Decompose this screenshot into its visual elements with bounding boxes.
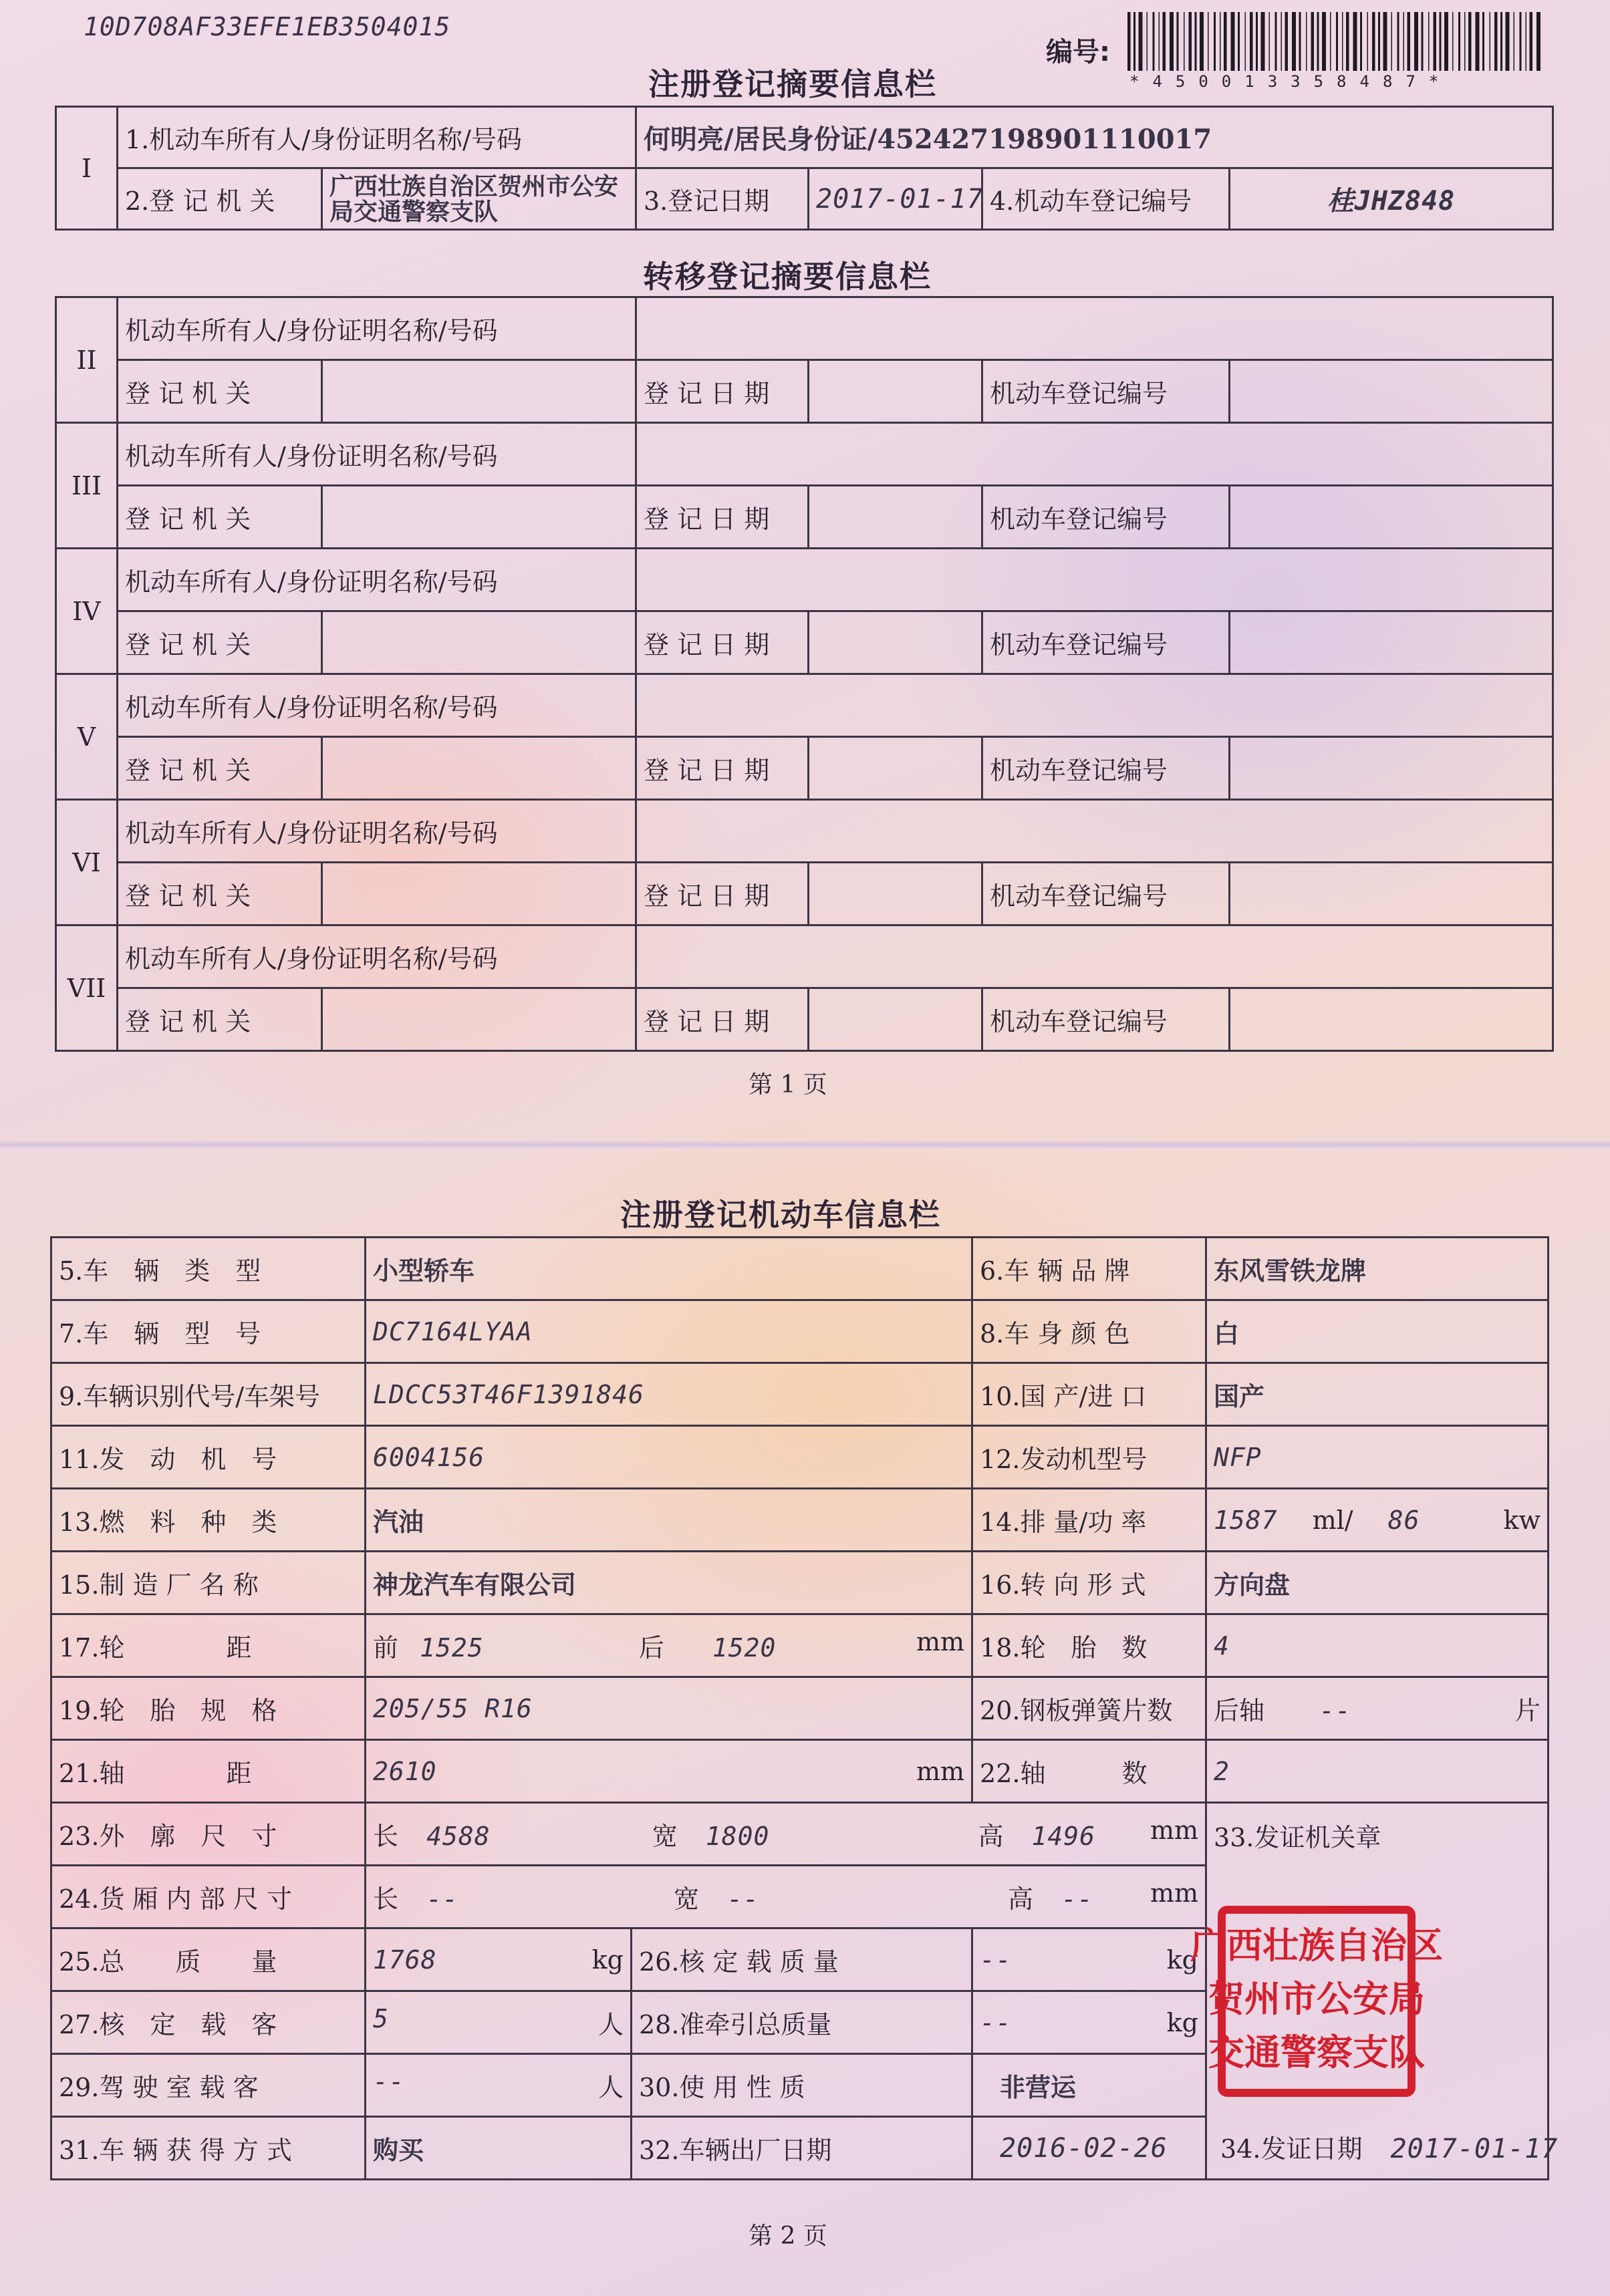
- barcode-bar: [1476, 12, 1480, 71]
- transfer-authority-label: 登 记 机 关: [118, 611, 322, 674]
- barcode-bar: [1163, 12, 1166, 71]
- transfer-regno-label: 机动车登记编号: [982, 988, 1230, 1051]
- transfer-authority-value: [322, 611, 636, 674]
- transfer-authority-value: [322, 863, 636, 925]
- transfer-owner-value: [636, 674, 1553, 737]
- tire-spec-value: 205/55 R16: [366, 1677, 972, 1740]
- document-code: 10D708AF33EFE1EB3504015: [84, 12, 451, 41]
- leaf-spring-axle-label: 后轴: [1214, 1696, 1265, 1725]
- leaf-spring-value: [1206, 1677, 1549, 1740]
- outer-dimensions-value: [366, 1803, 1206, 1866]
- transfer-regno-label: 机动车登记编号: [982, 611, 1230, 674]
- track-label: 17.轮 距: [51, 1614, 366, 1677]
- reg-number-value: 桂JHZ848: [1230, 168, 1553, 230]
- leaf-spring-unit: 片: [1515, 1696, 1541, 1725]
- passenger-cell: [366, 1991, 632, 2054]
- transfer-summary-title: 转移登记摘要信息栏: [643, 259, 932, 295]
- cab-passenger-label: 29.驾 驶 室 载 客: [51, 2054, 366, 2117]
- cab-passenger-cell: [366, 2054, 632, 2117]
- transfer-authority-value: [322, 737, 636, 800]
- barcode-bar: [1195, 12, 1197, 71]
- barcode-bar: [1403, 12, 1405, 71]
- transfer-regno-value: [1230, 360, 1553, 423]
- transfer-authority-value: [322, 360, 636, 423]
- body-color-label: 8.车 身 颜 色: [972, 1300, 1206, 1363]
- barcode-bar: [1500, 12, 1502, 71]
- outer-dimensions-label: 23.外 廓 尺 寸: [51, 1803, 366, 1866]
- track-rear-label: 后: [638, 1633, 664, 1663]
- vehicle-info-title: 注册登记机动车信息栏: [620, 1197, 941, 1233]
- engine-model-label: 12.发动机型号: [972, 1426, 1206, 1489]
- barcode-bar: [1383, 12, 1387, 71]
- transfer-date-label: 登 记 日 期: [636, 863, 809, 925]
- barcode-bar: [1444, 12, 1448, 71]
- vehicle-type-label: 5.车 辆 类 型: [51, 1238, 366, 1300]
- issue-date-value: 2017-01-17: [1390, 2134, 1559, 2164]
- barcode-bar: [1127, 12, 1131, 71]
- barcode-bar: [1269, 12, 1270, 71]
- transfer-date-value: [809, 611, 982, 674]
- tire-spec-label: 19.轮 胎 规 格: [51, 1677, 366, 1740]
- authority-label: 2.登 记 机 关: [118, 168, 322, 230]
- usage-label: 30.使 用 性 质: [632, 2054, 972, 2117]
- transfer-owner-value: [636, 800, 1553, 863]
- transfer-date-value: [809, 863, 982, 925]
- rated-load-value: --: [980, 1945, 1012, 1975]
- passenger-label: 27.核 定 载 客: [51, 1991, 366, 2054]
- outer-height-value: 1496: [1031, 1822, 1096, 1851]
- barcode-bar: [1336, 12, 1338, 71]
- transfer-owner-value: [636, 297, 1553, 360]
- track-value: [366, 1614, 972, 1677]
- vehicle-model-label: 7.车 辆 型 号: [51, 1300, 366, 1363]
- transfer-date-value: [809, 360, 982, 423]
- section-roman-3: III: [56, 423, 118, 549]
- barcode-bar: [1506, 12, 1510, 71]
- barcode-bar: [1378, 12, 1380, 71]
- section-roman-5: V: [56, 674, 118, 800]
- axle-count-label: 22.轴 数: [972, 1740, 1206, 1803]
- power-unit: kw: [1503, 1505, 1541, 1535]
- barcode-bar: [1494, 12, 1498, 71]
- barcode-number: *450013358487*: [1129, 72, 1452, 91]
- vehicle-type-value: 小型轿车: [366, 1238, 972, 1300]
- barcode-bar: [1170, 12, 1174, 71]
- barcode-bar: [1428, 12, 1430, 71]
- barcode-bar: [1238, 12, 1240, 71]
- barcode-bar: [1184, 12, 1185, 71]
- barcode-bar: [1292, 12, 1296, 71]
- barcode-bar: [1322, 12, 1326, 71]
- transfer-owner-value: [636, 925, 1553, 988]
- barcode-bar: [1200, 12, 1204, 71]
- transfer-regno-label: 机动车登记编号: [982, 737, 1230, 800]
- outer-dimensions-unit: mm: [1150, 1816, 1199, 1845]
- total-mass-label: 25.总 质 量: [51, 1928, 366, 1991]
- axle-count-value: 2: [1206, 1740, 1549, 1803]
- transfer-regno-value: [1230, 486, 1553, 549]
- transfer-date-value: [809, 737, 982, 800]
- usage-value: 非营运: [972, 2054, 1206, 2117]
- transfer-regno-label: 机动车登记编号: [982, 863, 1230, 925]
- track-front-label: 前: [373, 1633, 399, 1663]
- svg-text:贺州市公安局: 贺州市公安局: [1208, 1978, 1425, 2020]
- transfer-authority-label: 登 记 机 关: [118, 988, 322, 1051]
- vehicle-model-value: DC7164LYAA: [366, 1300, 972, 1363]
- barcode-bar: [1422, 12, 1424, 71]
- total-mass-unit: kg: [591, 1945, 624, 1975]
- barcode-bar: [1468, 12, 1472, 71]
- transfer-summary-table: [55, 296, 1554, 1052]
- barcode-bar: [1360, 12, 1362, 71]
- serial-label: 编号:: [1046, 37, 1110, 67]
- barcode-bar: [1214, 12, 1216, 71]
- barcode-bar: [1397, 12, 1399, 71]
- manufacturer-value: 神龙汽车有限公司: [366, 1552, 972, 1614]
- barcode-bar: [1311, 12, 1315, 71]
- section-roman-1: I: [56, 107, 118, 230]
- steering-value: 方向盘: [1206, 1552, 1549, 1614]
- barcode-bar: [1153, 12, 1155, 71]
- passenger-value: 5: [373, 2004, 389, 2033]
- rated-load-cell: [972, 1928, 1206, 1991]
- cargo-length-value: --: [426, 1884, 458, 1914]
- track-rear-value: 1520: [712, 1633, 777, 1663]
- svg-text:广西壮族自治区: 广西壮族自治区: [1190, 1924, 1443, 1967]
- barcode-bar: [1220, 12, 1221, 71]
- barcode-bar: [1224, 12, 1227, 71]
- owner-value: 何明亮/居民身份证/452427198901110017: [636, 107, 1553, 168]
- transfer-owner-label: 机动车所有人/身份证明名称/号码: [118, 549, 636, 611]
- barcode-bar: [1452, 12, 1454, 71]
- barcode-bar: [1520, 12, 1522, 71]
- transfer-regno-label: 机动车登记编号: [982, 486, 1230, 549]
- displacement-value: 1587: [1214, 1505, 1278, 1535]
- displacement-power-value: [1206, 1489, 1549, 1552]
- steering-label: 16.转 向 形 式: [972, 1552, 1206, 1614]
- section-roman-6: VI: [56, 800, 118, 925]
- tire-count-value: 4: [1206, 1614, 1549, 1677]
- transfer-date-value: [809, 486, 982, 549]
- barcode-bar: [1458, 12, 1460, 71]
- cargo-dimensions-value: [366, 1866, 1206, 1928]
- page-number-1: 第 1 页: [749, 1071, 827, 1099]
- registration-summary-table: [55, 106, 1554, 231]
- cab-passenger-unit: 人: [597, 2073, 624, 2102]
- barcode-bar: [1189, 12, 1192, 71]
- outer-length-label: 长: [373, 1822, 399, 1851]
- transfer-date-label: 登 记 日 期: [636, 988, 809, 1051]
- official-seal: [1190, 1904, 1443, 2098]
- issuing-seal-label: 33.发证机关章: [1214, 1823, 1381, 1852]
- barcode-bar: [1139, 12, 1143, 71]
- vehicle-brand-label: 6.车 辆 品 牌: [972, 1238, 1206, 1300]
- transfer-owner-label: 机动车所有人/身份证明名称/号码: [118, 297, 636, 360]
- track-unit: mm: [916, 1627, 965, 1657]
- origin-label: 10.国 产/进 口: [972, 1363, 1206, 1426]
- transfer-date-label: 登 记 日 期: [636, 486, 809, 549]
- vin-label: 9.车辆识别代号/车架号: [51, 1363, 366, 1426]
- transfer-regno-label: 机动车登记编号: [982, 360, 1230, 423]
- barcode-bar: [1391, 12, 1393, 71]
- barcode-bar: [1133, 12, 1135, 71]
- power-value: 86: [1387, 1505, 1420, 1535]
- barcode-bar: [1464, 12, 1466, 71]
- barcode-bar: [1367, 12, 1369, 71]
- barcode-bar: [1285, 12, 1289, 71]
- vehicle-brand-value: 东风雪铁龙牌: [1206, 1238, 1549, 1300]
- issue-date-label: 34.发证日期: [1220, 2134, 1363, 2164]
- barcode-bar: [1346, 12, 1349, 71]
- page-fold: [0, 1141, 1610, 1149]
- barcode-bar: [1256, 12, 1258, 71]
- outer-width-label: 宽: [652, 1822, 678, 1851]
- displacement-unit: ml/: [1312, 1505, 1353, 1535]
- barcode-bar: [1299, 12, 1301, 71]
- vin-value: LDCC53T46F1391846: [366, 1363, 972, 1426]
- barcode-bar: [1407, 12, 1411, 71]
- rated-load-label: 26.核 定 载 质 量: [632, 1928, 972, 1991]
- transfer-regno-value: [1230, 611, 1553, 674]
- transfer-authority-label: 登 记 机 关: [118, 737, 322, 800]
- wheelbase-value: 2610: [373, 1756, 437, 1786]
- transfer-date-label: 登 记 日 期: [636, 360, 809, 423]
- section-roman-7: VII: [56, 925, 118, 1051]
- towing-mass-label: 28.准牵引总质量: [632, 1991, 972, 2054]
- engine-model-value: NFP: [1206, 1426, 1549, 1489]
- barcode-bar: [1261, 12, 1265, 71]
- cargo-dimensions-unit: mm: [1150, 1878, 1199, 1908]
- barcode-bar: [1330, 12, 1331, 71]
- barcode: [1126, 12, 1540, 71]
- barcode-bar: [1317, 12, 1319, 71]
- outer-width-value: 1800: [705, 1822, 770, 1851]
- transfer-authority-label: 登 记 机 关: [118, 486, 322, 549]
- transfer-owner-label: 机动车所有人/身份证明名称/号码: [118, 925, 636, 988]
- tire-count-label: 18.轮 胎 数: [972, 1614, 1206, 1677]
- barcode-bar: [1440, 12, 1442, 71]
- cargo-width-value: --: [727, 1884, 759, 1914]
- transfer-owner-value: [636, 549, 1553, 611]
- barcode-bar: [1281, 12, 1283, 71]
- barcode-bar: [1414, 12, 1418, 71]
- section-roman-4: IV: [56, 549, 118, 674]
- transfer-authority-value: [322, 988, 636, 1051]
- cargo-height-value: --: [1061, 1884, 1093, 1914]
- barcode-bar: [1208, 12, 1209, 71]
- fuel-type-label: 13.燃 料 种 类: [51, 1489, 366, 1552]
- cargo-height-label: 高: [1007, 1884, 1033, 1914]
- transfer-date-label: 登 记 日 期: [636, 737, 809, 800]
- svg-text:交通警察支队: 交通警察支队: [1208, 2031, 1425, 2073]
- transfer-date-value: [809, 988, 982, 1051]
- cargo-width-label: 宽: [673, 1884, 699, 1914]
- acquisition-value: 购买: [366, 2117, 632, 2180]
- barcode-bar: [1147, 12, 1148, 71]
- manufacture-date-label: 32.车辆出厂日期: [632, 2117, 972, 2180]
- cargo-dimensions-label: 24.货 厢 内 部 尺 寸: [51, 1866, 366, 1928]
- wheelbase-unit: mm: [916, 1756, 965, 1786]
- authority-value: 广西壮族自治区贺州市公安局交通警察支队: [322, 168, 636, 230]
- towing-mass-unit: kg: [1166, 2007, 1199, 2037]
- manufacturer-label: 15.制 造 厂 名 称: [51, 1552, 366, 1614]
- barcode-bar: [1372, 12, 1375, 71]
- transfer-regno-value: [1230, 863, 1553, 925]
- towing-mass-cell: [972, 1991, 1206, 2054]
- barcode-bar: [1353, 12, 1357, 71]
- owner-label: 1.机动车所有人/身份证明名称/号码: [118, 107, 636, 168]
- transfer-date-label: 登 记 日 期: [636, 611, 809, 674]
- acquisition-label: 31.车 辆 获 得 方 式: [51, 2117, 366, 2180]
- total-mass-cell: [366, 1928, 632, 1991]
- barcode-bar: [1434, 12, 1437, 71]
- track-front-value: 1525: [420, 1633, 484, 1663]
- transfer-owner-label: 机动车所有人/身份证明名称/号码: [118, 674, 636, 737]
- reg-number-label: 4.机动车登记编号: [982, 168, 1230, 230]
- displacement-label: 14.排 量/功 率: [972, 1489, 1206, 1552]
- wheelbase-cell: [366, 1740, 972, 1803]
- origin-value: 国产: [1206, 1363, 1549, 1426]
- barcode-bar: [1177, 12, 1179, 71]
- transfer-owner-value: [636, 423, 1553, 486]
- transfer-regno-value: [1230, 988, 1553, 1051]
- transfer-owner-label: 机动车所有人/身份证明名称/号码: [118, 800, 636, 863]
- rated-load-unit: kg: [1166, 1945, 1199, 1975]
- transfer-authority-value: [322, 486, 636, 549]
- body-color-value: 白: [1206, 1300, 1549, 1363]
- engine-number-value: 6004156: [366, 1426, 972, 1489]
- leaf-spring-label: 20.钢板弹簧片数: [972, 1677, 1206, 1740]
- barcode-bar: [1526, 12, 1527, 71]
- leaf-spring-count: --: [1319, 1696, 1351, 1725]
- barcode-bar: [1159, 12, 1160, 71]
- reg-date-label: 3.登记日期: [636, 168, 809, 230]
- fuel-type-value: 汽油: [366, 1489, 972, 1552]
- engine-number-label: 11.发 动 机 号: [51, 1426, 366, 1489]
- barcode-bar: [1482, 12, 1484, 71]
- barcode-bar: [1231, 12, 1235, 71]
- barcode-bar: [1536, 12, 1540, 71]
- section-roman-2: II: [56, 297, 118, 423]
- wheelbase-label: 21.轴 距: [51, 1740, 366, 1803]
- outer-height-label: 高: [978, 1822, 1004, 1851]
- transfer-authority-label: 登 记 机 关: [118, 360, 322, 423]
- barcode-bar: [1245, 12, 1246, 71]
- barcode-bar: [1306, 12, 1307, 71]
- barcode-bar: [1250, 12, 1253, 71]
- passenger-unit: 人: [597, 2010, 624, 2039]
- barcode-bar: [1342, 12, 1343, 71]
- cab-passenger-value: --: [373, 2067, 405, 2096]
- barcode-bar: [1514, 12, 1515, 71]
- transfer-authority-label: 登 记 机 关: [118, 863, 322, 925]
- transfer-owner-label: 机动车所有人/身份证明名称/号码: [118, 423, 636, 486]
- barcode-bar: [1275, 12, 1277, 71]
- page-number-2: 第 2 页: [749, 2222, 827, 2250]
- barcode-bar: [1530, 12, 1533, 71]
- reg-date-value: 2017-01-17: [809, 168, 982, 230]
- manufacture-date-value: 2016-02-26: [972, 2117, 1206, 2180]
- outer-length-value: 4588: [426, 1822, 491, 1851]
- registration-summary-title: 注册登记摘要信息栏: [648, 66, 937, 102]
- transfer-regno-value: [1230, 737, 1553, 800]
- total-mass-value: 1768: [373, 1945, 437, 1975]
- towing-mass-value: --: [980, 2007, 1012, 2037]
- barcode-bar: [1490, 12, 1491, 71]
- cargo-length-label: 长: [373, 1884, 399, 1914]
